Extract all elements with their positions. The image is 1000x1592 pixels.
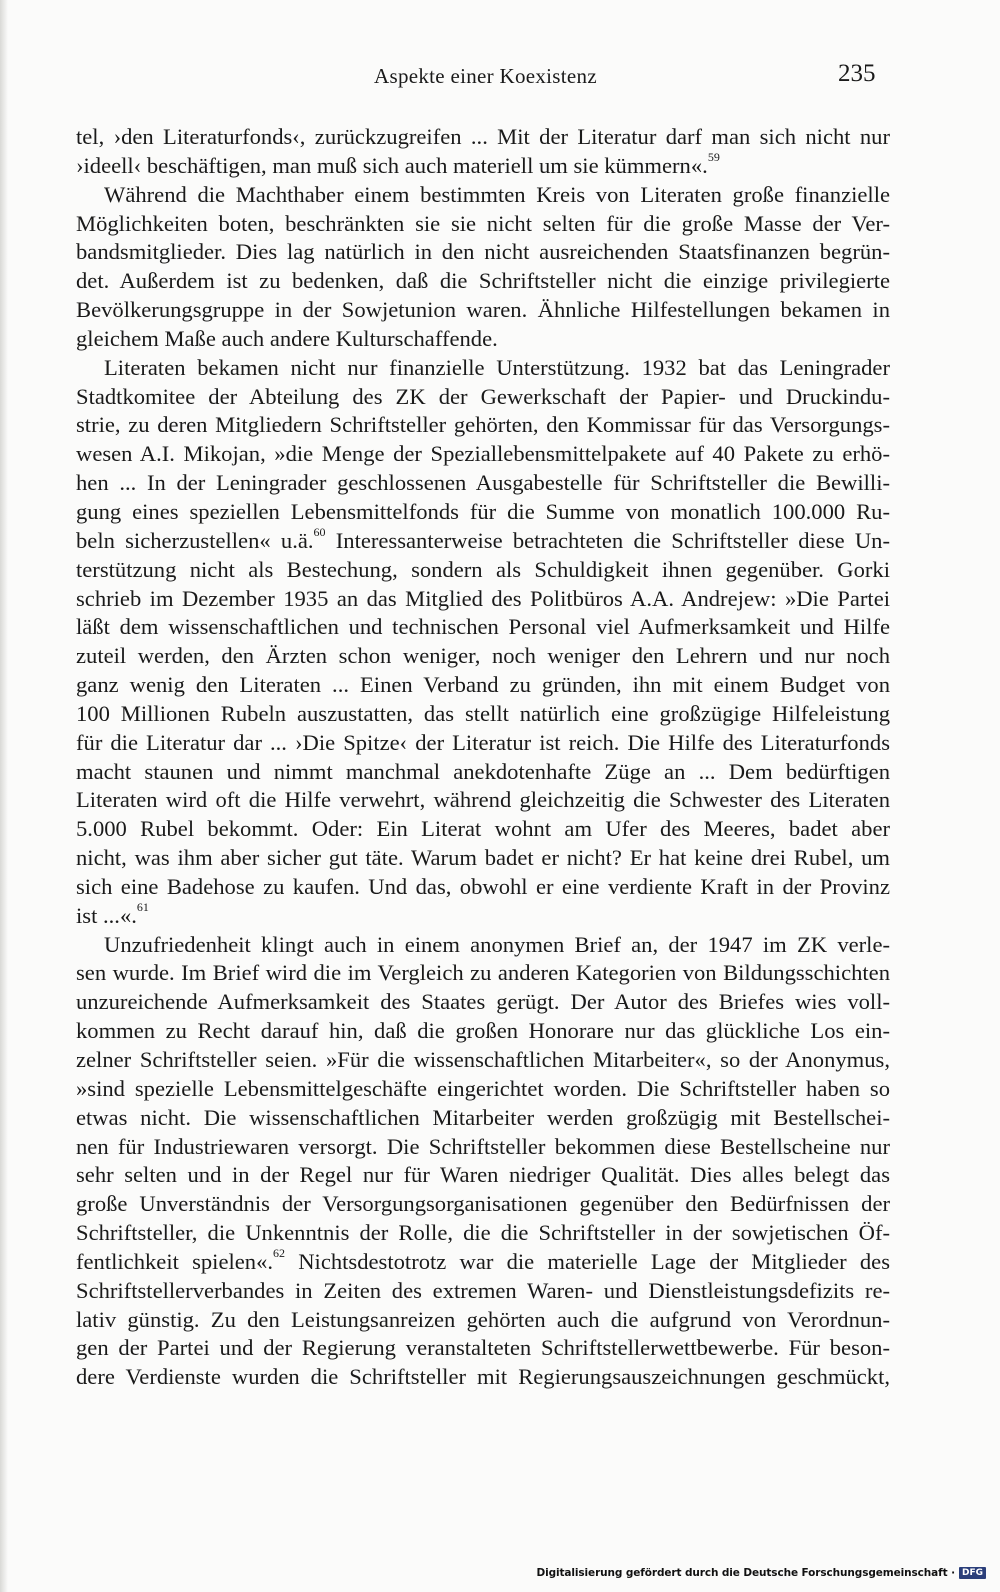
text-line: »sind spezielle Lebensmittelgeschäfte eingerichtet worden. Die Schriftsteller haben so [76, 1075, 890, 1101]
text-line: nen für Industriewaren versorgt. Die Schriftsteller bekommen diese Bestellscheine nur [76, 1133, 890, 1159]
text-line: ganz wenig den Literaten ... Einen Verband zu gründen, ihn mit einem Budget von [76, 672, 890, 698]
text-line: ist ...«.$^{61}$ [76, 900, 149, 928]
text-line: nicht, was ihm aber sicher gut täte. Warum badet er nicht? Er hat keine drei Rubel, um [76, 845, 890, 871]
footnote-marker: 59 [707, 150, 720, 165]
running-title: Aspekte einer Koexistenz [374, 64, 597, 88]
footnote-marker: 60 [313, 525, 326, 540]
text-line: sen wurde. Im Brief wird die im Vergleich zu anderen Kategorien von Bildungsschichten [76, 960, 890, 986]
text-line: Bevölkerungsgruppe in der Sowjetunion waren. Ähnliche Hilfestellungen bekamen in [76, 297, 890, 323]
text-line: det. Außerdem ist zu bedenken, daß die Schriftsteller nicht die einzige privilegierte [76, 268, 890, 294]
text-line: beln sicherzustellen« u.ä.$^{60}$ Interessanterweise betrachteten die Schriftsteller diese Un- [76, 525, 890, 553]
footnote-marker: 62 [273, 1246, 286, 1261]
text-line: Literaten bekamen nicht nur finanzielle Unterstützung. 1932 bat das Leningrader [104, 354, 890, 380]
text-line: hen ... In der Leningrader geschlossenen Ausgabestelle für Schriftsteller die Bewilli- [76, 470, 890, 496]
text-line: sich eine Badehose zu kaufen. Und das, obwohl er eine verdiente Kraft in der Provinz [76, 873, 890, 899]
text-line: für die Literatur dar ... ›Die Spitze‹ der Literatur ist reich. Die Hilfe des Literaturfonds [76, 729, 890, 755]
text-line: kommen zu Recht darauf hin, daß die großen Honorare nur das glückliche Los ein- [76, 1018, 890, 1044]
text-line: macht staunen und nimmt manchmal anekdotenhafte Züge an ... Dem bedürftigen [76, 758, 890, 784]
text-line: strie, zu deren Mitgliedern Schriftsteller gehörten, den Kommissar für das Versorgungs- [76, 412, 890, 438]
text-line: wesen A.I. Mikojan, »die Menge der Speziallebensmittelpakete auf 40 Pakete zu erhö- [76, 441, 890, 467]
text-line: ›ideell‹ beschäftigen, man muß sich auch materiell um sie kümmern«.$^{59}$ [76, 150, 720, 178]
text-line: unzureichende Aufmerksamkeit des Staates gerügt. Der Autor des Briefes wies voll- [76, 989, 890, 1015]
text-line: gleichem Maße auch andere Kulturschaffende. [76, 325, 498, 351]
text-line: Möglichkeiten boten, beschränkten sie sie nicht selten für die große Masse der Ver- [76, 210, 890, 236]
text-line: fentlichkeit spielen«.$^{62}$ Nichtsdestotrotz war die materielle Lage der Mitglieder des [76, 1246, 890, 1274]
dfg-logo: DFG [959, 1567, 986, 1579]
text-line: 100 Millionen Rubeln auszustatten, das stellt natürlich eine großzügige Hilfeleistung [76, 700, 890, 726]
text-line: zuteil werden, den Ärzten schon weniger, noch weniger den Lehrern und nur noch [76, 643, 890, 669]
text-line: läßt dem wissenschaftlichen und technischen Personal viel Aufmerksamkeit und Hilfe [76, 614, 890, 640]
paragraph [76, 181, 890, 354]
text-line: Schriftsteller, die Unkenntnis der Rolle, die die Schriftsteller in der sowjetischen Öf- [76, 1220, 890, 1246]
text-line: gen der Partei und der Regierung veranstalteten Schriftstellerwettbewerbe. Für beson- [76, 1335, 890, 1361]
text-line: Schriftstellerverbandes in Zeiten des extremen Waren- und Dienstleistungsdefizits re- [76, 1277, 890, 1303]
funding-notice: Digitalisierung gefördert durch die Deutsche Forschungsgemeinschaft · [536, 1567, 955, 1579]
page-number: 235 [838, 60, 876, 87]
page-gutter-shadow [0, 0, 8, 1592]
text-line: dere Verdienste wurden die Schriftsteller mit Regierungsauszeichnungen geschmückt, [76, 1364, 890, 1390]
text-line: terstützung nicht als Bestechung, sondern als Schuldigkeit ihnen gegenüber. Gorki [76, 556, 890, 582]
text-line: lativ günstig. Zu den Leistungsanreizen gehörten auch die aufgrund von Verordnun- [76, 1306, 890, 1332]
text-line: zelner Schriftsteller seien. »Für die wissenschaftlichen Mitarbeiter«, so der Anonymus, [76, 1047, 890, 1072]
text-line: Unzufriedenheit klingt auch in einem anonymen Brief an, der 1947 im ZK verle- [104, 931, 890, 957]
text-line: Literaten wird oft die Hilfe verwehrt, während gleichzeitig die Schwester des Literaten [76, 787, 890, 813]
running-header [0, 60, 1000, 96]
body-text [76, 123, 890, 1392]
text-line: schrieb im Dezember 1935 an das Mitglied des Politbüros A.A. Andrejew: »Die Partei [76, 585, 890, 611]
text-line: gung eines speziellen Lebensmittelfonds für die Summe von monatlich 100.000 Ru- [76, 498, 890, 524]
text-line: bandsmitglieder. Dies lag natürlich in den nicht ausreichenden Staatsfinanzen begrün- [76, 239, 890, 265]
paragraph [76, 354, 890, 931]
paragraph [76, 123, 890, 181]
text-line: sehr selten und in der Regel nur für Waren niedriger Qualität. Dies alles belegt das [76, 1162, 890, 1188]
digitization-footer [536, 1565, 986, 1581]
text-line: große Unverständnis der Versorgungsorganisationen gegenüber den Bedürfnissen der [76, 1191, 890, 1217]
text-line: 5.000 Rubel bekommt. Oder: Ein Literat wohnt am Ufer des Meeres, badet aber [76, 816, 890, 842]
footnote-marker: 61 [136, 900, 149, 915]
text-line: Während die Machthaber einem bestimmten Kreis von Literaten große finanzielle [104, 181, 890, 207]
text-line: Stadtkomitee der Abteilung des ZK der Gewerkschaft der Papier- und Druckindu- [76, 383, 890, 409]
paragraph [76, 931, 890, 1393]
text-line: etwas nicht. Die wissenschaftlichen Mitarbeiter werden großzügig mit Bestellschei- [76, 1104, 890, 1130]
text-line: tel, ›den Literaturfonds‹, zurückzugreifen ... Mit der Literatur darf man sich nicht nur [76, 124, 890, 149]
